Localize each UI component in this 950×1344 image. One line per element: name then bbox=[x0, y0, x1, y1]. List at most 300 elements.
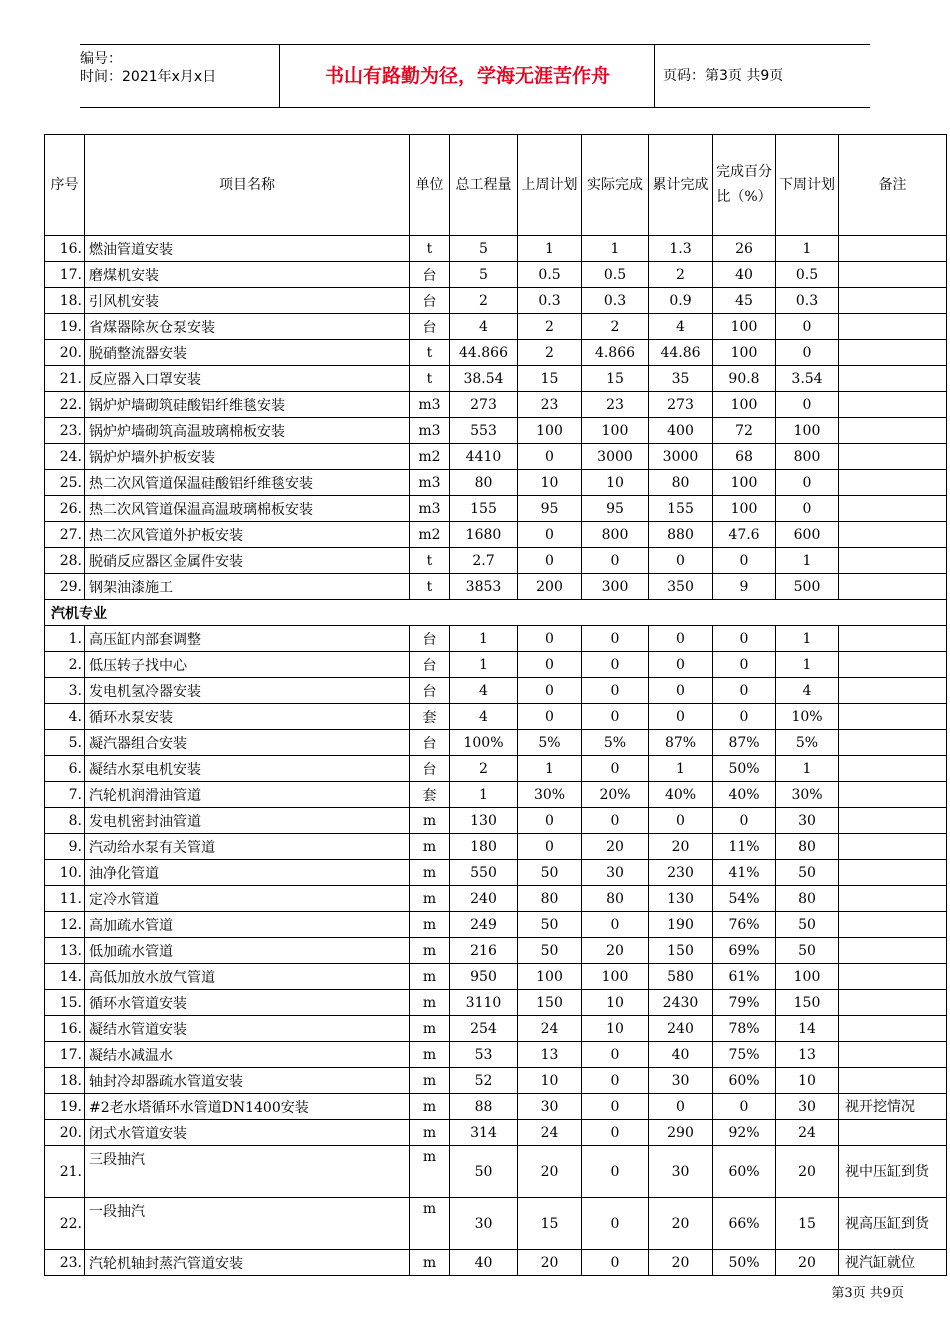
row-remarks bbox=[839, 730, 947, 756]
row-actual: 0 bbox=[582, 1094, 649, 1120]
table-body bbox=[45, 236, 947, 1276]
row-index: 24. bbox=[45, 444, 85, 470]
table-row bbox=[45, 548, 947, 574]
row-last-week-plan: 10 bbox=[518, 1068, 582, 1094]
row-remarks bbox=[839, 496, 947, 522]
row-last-week-plan: 0 bbox=[518, 444, 582, 470]
row-cumulative: 290 bbox=[649, 1120, 713, 1146]
row-remarks bbox=[839, 392, 947, 418]
row-next-week-plan: 0 bbox=[776, 392, 839, 418]
row-item-name: 锅炉炉墙砌筑硅酸铝纤维毯安装 bbox=[85, 392, 410, 418]
row-total: 550 bbox=[450, 860, 518, 886]
row-percent: 0 bbox=[713, 626, 776, 652]
row-last-week-plan: 15 bbox=[518, 366, 582, 392]
row-unit: 套 bbox=[410, 782, 450, 808]
header-motto: 书山有路勤为径，学海无涯苦作舟 bbox=[281, 45, 655, 107]
row-total: 2.7 bbox=[450, 548, 518, 574]
row-cumulative: 1.3 bbox=[649, 236, 713, 262]
row-item-name: 脱硝反应器区金属件安装 bbox=[85, 548, 410, 574]
row-actual: 5% bbox=[582, 730, 649, 756]
row-cumulative: 20 bbox=[649, 1250, 713, 1276]
table-row bbox=[45, 366, 947, 392]
row-percent: 100 bbox=[713, 496, 776, 522]
row-last-week-plan: 80 bbox=[518, 886, 582, 912]
row-total: 30 bbox=[450, 1198, 518, 1250]
row-remarks: 视开挖情况 bbox=[839, 1094, 947, 1120]
row-unit: t bbox=[410, 236, 450, 262]
row-cumulative: 30 bbox=[649, 1146, 713, 1198]
row-percent: 68 bbox=[713, 444, 776, 470]
row-unit: m3 bbox=[410, 496, 450, 522]
section-title: 汽机专业 bbox=[45, 600, 947, 626]
row-cumulative: 0.9 bbox=[649, 288, 713, 314]
col-header-percent: 完成百分比（%） bbox=[713, 135, 776, 236]
row-cumulative: 4 bbox=[649, 314, 713, 340]
row-remarks bbox=[839, 314, 947, 340]
row-actual: 15 bbox=[582, 366, 649, 392]
section-row bbox=[45, 600, 947, 626]
row-remarks: 视高压缸到货 bbox=[839, 1198, 947, 1250]
row-cumulative: 40 bbox=[649, 1042, 713, 1068]
row-cumulative: 0 bbox=[649, 652, 713, 678]
row-percent: 45 bbox=[713, 288, 776, 314]
table-row bbox=[45, 652, 947, 678]
table-row bbox=[45, 496, 947, 522]
document-number-label: 编号： bbox=[80, 51, 122, 67]
col-header-unit: 单位 bbox=[410, 135, 450, 236]
row-cumulative: 190 bbox=[649, 912, 713, 938]
row-total: 3110 bbox=[450, 990, 518, 1016]
row-unit: m bbox=[410, 1068, 450, 1094]
row-index: 19. bbox=[45, 314, 85, 340]
row-total: 4 bbox=[450, 704, 518, 730]
row-item-name: 一段抽汽 bbox=[85, 1198, 410, 1250]
row-remarks bbox=[839, 912, 947, 938]
row-remarks: 视汽缸就位 bbox=[839, 1250, 947, 1276]
row-remarks bbox=[839, 366, 947, 392]
row-cumulative: 3000 bbox=[649, 444, 713, 470]
row-actual: 0 bbox=[582, 912, 649, 938]
row-last-week-plan: 0 bbox=[518, 678, 582, 704]
row-percent: 100 bbox=[713, 470, 776, 496]
row-next-week-plan: 1 bbox=[776, 548, 839, 574]
row-index: 4. bbox=[45, 704, 85, 730]
row-item-name: 发电机密封油管道 bbox=[85, 808, 410, 834]
row-next-week-plan: 50 bbox=[776, 938, 839, 964]
row-actual: 10 bbox=[582, 470, 649, 496]
row-total: 130 bbox=[450, 808, 518, 834]
row-total: 314 bbox=[450, 1120, 518, 1146]
row-next-week-plan: 15 bbox=[776, 1198, 839, 1250]
table-row bbox=[45, 1094, 947, 1120]
row-remarks bbox=[839, 288, 947, 314]
page-header bbox=[80, 44, 870, 108]
row-unit: m bbox=[410, 1016, 450, 1042]
row-percent: 79% bbox=[713, 990, 776, 1016]
row-remarks: 视中压缸到货 bbox=[839, 1146, 947, 1198]
row-last-week-plan: 0 bbox=[518, 834, 582, 860]
table-row bbox=[45, 964, 947, 990]
row-index: 25. bbox=[45, 470, 85, 496]
row-unit: m bbox=[410, 1250, 450, 1276]
row-total: 1 bbox=[450, 652, 518, 678]
row-index: 15. bbox=[45, 990, 85, 1016]
row-item-name: 定冷水管道 bbox=[85, 886, 410, 912]
row-next-week-plan: 10 bbox=[776, 1068, 839, 1094]
row-item-name: 磨煤机安装 bbox=[85, 262, 410, 288]
row-last-week-plan: 24 bbox=[518, 1016, 582, 1042]
footer-page-number: 第3页 共9页 bbox=[831, 1286, 904, 1301]
row-item-name: 钢架油漆施工 bbox=[85, 574, 410, 600]
row-last-week-plan: 0 bbox=[518, 548, 582, 574]
row-total: 2 bbox=[450, 288, 518, 314]
col-header-actual: 实际完成 bbox=[582, 135, 649, 236]
row-index: 22. bbox=[45, 1198, 85, 1250]
row-index: 12. bbox=[45, 912, 85, 938]
row-next-week-plan: 5% bbox=[776, 730, 839, 756]
row-remarks bbox=[839, 1068, 947, 1094]
row-remarks bbox=[839, 1042, 947, 1068]
row-actual: 0 bbox=[582, 1250, 649, 1276]
row-unit: m2 bbox=[410, 444, 450, 470]
row-total: 52 bbox=[450, 1068, 518, 1094]
row-index: 21. bbox=[45, 366, 85, 392]
row-remarks bbox=[839, 886, 947, 912]
row-total: 553 bbox=[450, 418, 518, 444]
table-row bbox=[45, 1250, 947, 1276]
row-last-week-plan: 13 bbox=[518, 1042, 582, 1068]
row-percent: 0 bbox=[713, 652, 776, 678]
row-percent: 75% bbox=[713, 1042, 776, 1068]
row-percent: 0 bbox=[713, 808, 776, 834]
row-last-week-plan: 20 bbox=[518, 1146, 582, 1198]
table-row bbox=[45, 704, 947, 730]
row-last-week-plan: 15 bbox=[518, 1198, 582, 1250]
table-row bbox=[45, 314, 947, 340]
row-actual: 300 bbox=[582, 574, 649, 600]
row-cumulative: 230 bbox=[649, 860, 713, 886]
row-percent: 61% bbox=[713, 964, 776, 990]
row-actual: 100 bbox=[582, 964, 649, 990]
row-unit: t bbox=[410, 340, 450, 366]
row-cumulative: 155 bbox=[649, 496, 713, 522]
row-remarks bbox=[839, 652, 947, 678]
table-row bbox=[45, 1146, 947, 1198]
row-next-week-plan: 24 bbox=[776, 1120, 839, 1146]
row-last-week-plan: 200 bbox=[518, 574, 582, 600]
row-last-week-plan: 1 bbox=[518, 236, 582, 262]
row-next-week-plan: 20 bbox=[776, 1146, 839, 1198]
row-actual: 0 bbox=[582, 1042, 649, 1068]
row-total: 950 bbox=[450, 964, 518, 990]
col-header-last-week-plan: 上周计划 bbox=[518, 135, 582, 236]
row-total: 3853 bbox=[450, 574, 518, 600]
row-next-week-plan: 800 bbox=[776, 444, 839, 470]
table-row bbox=[45, 730, 947, 756]
row-last-week-plan: 23 bbox=[518, 392, 582, 418]
table-row bbox=[45, 912, 947, 938]
row-index: 6. bbox=[45, 756, 85, 782]
row-last-week-plan: 5% bbox=[518, 730, 582, 756]
row-percent: 76% bbox=[713, 912, 776, 938]
row-actual: 1 bbox=[582, 236, 649, 262]
row-actual: 95 bbox=[582, 496, 649, 522]
row-actual: 20% bbox=[582, 782, 649, 808]
table-row bbox=[45, 1198, 947, 1250]
row-total: 4410 bbox=[450, 444, 518, 470]
row-last-week-plan: 100 bbox=[518, 964, 582, 990]
row-next-week-plan: 0.3 bbox=[776, 288, 839, 314]
row-index: 14. bbox=[45, 964, 85, 990]
row-index: 3. bbox=[45, 678, 85, 704]
row-total: 88 bbox=[450, 1094, 518, 1120]
row-item-name: 汽轮机润滑油管道 bbox=[85, 782, 410, 808]
row-next-week-plan: 100 bbox=[776, 418, 839, 444]
row-last-week-plan: 24 bbox=[518, 1120, 582, 1146]
row-percent: 90.8 bbox=[713, 366, 776, 392]
row-item-name: 高加疏水管道 bbox=[85, 912, 410, 938]
row-index: 28. bbox=[45, 548, 85, 574]
row-item-name: 反应器入口罩安装 bbox=[85, 366, 410, 392]
row-remarks bbox=[839, 548, 947, 574]
row-remarks bbox=[839, 938, 947, 964]
row-percent: 78% bbox=[713, 1016, 776, 1042]
row-cumulative: 0 bbox=[649, 678, 713, 704]
table-row bbox=[45, 808, 947, 834]
row-last-week-plan: 50 bbox=[518, 860, 582, 886]
row-unit: m bbox=[410, 834, 450, 860]
row-index: 11. bbox=[45, 886, 85, 912]
row-total: 249 bbox=[450, 912, 518, 938]
row-percent: 0 bbox=[713, 704, 776, 730]
row-actual: 0 bbox=[582, 1068, 649, 1094]
row-item-name: 高低加放水放气管道 bbox=[85, 964, 410, 990]
row-remarks bbox=[839, 808, 947, 834]
row-next-week-plan: 30% bbox=[776, 782, 839, 808]
row-percent: 50% bbox=[713, 1250, 776, 1276]
row-item-name: 锅炉炉墙砌筑高温玻璃棉板安装 bbox=[85, 418, 410, 444]
row-percent: 60% bbox=[713, 1068, 776, 1094]
row-index: 16. bbox=[45, 236, 85, 262]
row-actual: 0 bbox=[582, 548, 649, 574]
row-unit: m bbox=[410, 912, 450, 938]
row-total: 5 bbox=[450, 262, 518, 288]
row-item-name: 脱硝整流器安装 bbox=[85, 340, 410, 366]
row-unit: m bbox=[410, 808, 450, 834]
row-index: 10. bbox=[45, 860, 85, 886]
row-percent: 69% bbox=[713, 938, 776, 964]
row-percent: 92% bbox=[713, 1120, 776, 1146]
row-item-name: 汽轮机轴封蒸汽管道安装 bbox=[85, 1250, 410, 1276]
row-last-week-plan: 0 bbox=[518, 652, 582, 678]
row-unit: 台 bbox=[410, 652, 450, 678]
row-remarks bbox=[839, 626, 947, 652]
row-cumulative: 20 bbox=[649, 1198, 713, 1250]
row-next-week-plan: 3.54 bbox=[776, 366, 839, 392]
row-cumulative: 0 bbox=[649, 548, 713, 574]
row-actual: 0 bbox=[582, 808, 649, 834]
row-last-week-plan: 20 bbox=[518, 1250, 582, 1276]
row-last-week-plan: 0.3 bbox=[518, 288, 582, 314]
row-next-week-plan: 14 bbox=[776, 1016, 839, 1042]
row-total: 216 bbox=[450, 938, 518, 964]
row-percent: 26 bbox=[713, 236, 776, 262]
row-total: 4 bbox=[450, 314, 518, 340]
row-item-name: 低压转子找中心 bbox=[85, 652, 410, 678]
row-index: 27. bbox=[45, 522, 85, 548]
table-row bbox=[45, 678, 947, 704]
row-percent: 100 bbox=[713, 340, 776, 366]
row-total: 44.866 bbox=[450, 340, 518, 366]
row-cumulative: 30 bbox=[649, 1068, 713, 1094]
row-cumulative: 2430 bbox=[649, 990, 713, 1016]
row-last-week-plan: 2 bbox=[518, 340, 582, 366]
row-total: 155 bbox=[450, 496, 518, 522]
row-item-name: 循环水管道安装 bbox=[85, 990, 410, 1016]
row-unit: t bbox=[410, 548, 450, 574]
row-actual: 3000 bbox=[582, 444, 649, 470]
row-remarks bbox=[839, 1120, 947, 1146]
table-row bbox=[45, 418, 947, 444]
table-row bbox=[45, 444, 947, 470]
row-percent: 66% bbox=[713, 1198, 776, 1250]
row-item-name: 引风机安装 bbox=[85, 288, 410, 314]
row-next-week-plan: 30 bbox=[776, 808, 839, 834]
row-index: 9. bbox=[45, 834, 85, 860]
col-header-cumulative: 累计完成 bbox=[649, 135, 713, 236]
row-percent: 87% bbox=[713, 730, 776, 756]
row-cumulative: 130 bbox=[649, 886, 713, 912]
row-index: 7. bbox=[45, 782, 85, 808]
table-row bbox=[45, 262, 947, 288]
row-remarks bbox=[839, 860, 947, 886]
row-next-week-plan: 4 bbox=[776, 678, 839, 704]
row-next-week-plan: 600 bbox=[776, 522, 839, 548]
row-cumulative: 240 bbox=[649, 1016, 713, 1042]
row-percent: 9 bbox=[713, 574, 776, 600]
table-row bbox=[45, 1120, 947, 1146]
row-cumulative: 580 bbox=[649, 964, 713, 990]
row-total: 80 bbox=[450, 470, 518, 496]
table-row bbox=[45, 1068, 947, 1094]
row-index: 29. bbox=[45, 574, 85, 600]
row-item-name: 低加疏水管道 bbox=[85, 938, 410, 964]
table-row bbox=[45, 756, 947, 782]
row-next-week-plan: 0 bbox=[776, 340, 839, 366]
row-percent: 40% bbox=[713, 782, 776, 808]
row-index: 13. bbox=[45, 938, 85, 964]
row-cumulative: 0 bbox=[649, 626, 713, 652]
header-page-number: 页码：第3页 共9页 bbox=[663, 68, 784, 84]
table-row bbox=[45, 990, 947, 1016]
document-date: 时间：2021年x月x日 bbox=[80, 69, 217, 85]
row-last-week-plan: 0 bbox=[518, 522, 582, 548]
row-index: 22. bbox=[45, 392, 85, 418]
row-item-name: 油净化管道 bbox=[85, 860, 410, 886]
row-item-name: 三段抽汽 bbox=[85, 1146, 410, 1198]
row-last-week-plan: 30 bbox=[518, 1094, 582, 1120]
row-last-week-plan: 1 bbox=[518, 756, 582, 782]
row-unit: t bbox=[410, 574, 450, 600]
row-cumulative: 400 bbox=[649, 418, 713, 444]
row-total: 1 bbox=[450, 626, 518, 652]
row-index: 1. bbox=[45, 626, 85, 652]
row-last-week-plan: 10 bbox=[518, 470, 582, 496]
row-last-week-plan: 50 bbox=[518, 938, 582, 964]
row-next-week-plan: 150 bbox=[776, 990, 839, 1016]
row-item-name: 凝结水减温水 bbox=[85, 1042, 410, 1068]
row-remarks bbox=[839, 470, 947, 496]
table-row bbox=[45, 340, 947, 366]
row-index: 8. bbox=[45, 808, 85, 834]
row-remarks bbox=[839, 574, 947, 600]
row-percent: 11% bbox=[713, 834, 776, 860]
row-actual: 800 bbox=[582, 522, 649, 548]
row-cumulative: 40% bbox=[649, 782, 713, 808]
row-total: 38.54 bbox=[450, 366, 518, 392]
row-actual: 2 bbox=[582, 314, 649, 340]
row-next-week-plan: 1 bbox=[776, 626, 839, 652]
row-cumulative: 35 bbox=[649, 366, 713, 392]
table-row bbox=[45, 886, 947, 912]
row-actual: 23 bbox=[582, 392, 649, 418]
row-cumulative: 2 bbox=[649, 262, 713, 288]
col-header-remarks: 备注 bbox=[839, 135, 947, 236]
row-cumulative: 0 bbox=[649, 704, 713, 730]
row-index: 21. bbox=[45, 1146, 85, 1198]
row-remarks bbox=[839, 236, 947, 262]
row-next-week-plan: 1 bbox=[776, 756, 839, 782]
row-total: 53 bbox=[450, 1042, 518, 1068]
row-cumulative: 150 bbox=[649, 938, 713, 964]
row-unit: m3 bbox=[410, 470, 450, 496]
row-item-name: 闭式水管道安装 bbox=[85, 1120, 410, 1146]
row-actual: 0 bbox=[582, 1198, 649, 1250]
row-last-week-plan: 0 bbox=[518, 704, 582, 730]
row-percent: 60% bbox=[713, 1146, 776, 1198]
row-percent: 0 bbox=[713, 678, 776, 704]
row-item-name: 热二次风管道保温高温玻璃棉板安装 bbox=[85, 496, 410, 522]
row-unit: 台 bbox=[410, 262, 450, 288]
row-actual: 0 bbox=[582, 678, 649, 704]
row-index: 26. bbox=[45, 496, 85, 522]
row-item-name: 发电机氢冷器安装 bbox=[85, 678, 410, 704]
row-actual: 0.5 bbox=[582, 262, 649, 288]
row-last-week-plan: 50 bbox=[518, 912, 582, 938]
row-last-week-plan: 0.5 bbox=[518, 262, 582, 288]
row-actual: 100 bbox=[582, 418, 649, 444]
table-row bbox=[45, 392, 947, 418]
row-cumulative: 80 bbox=[649, 470, 713, 496]
row-item-name: 汽动给水泵有关管道 bbox=[85, 834, 410, 860]
row-total: 40 bbox=[450, 1250, 518, 1276]
row-unit: m bbox=[410, 886, 450, 912]
row-index: 18. bbox=[45, 288, 85, 314]
row-index: 16. bbox=[45, 1016, 85, 1042]
row-next-week-plan: 0 bbox=[776, 470, 839, 496]
row-actual: 0 bbox=[582, 756, 649, 782]
row-actual: 4.866 bbox=[582, 340, 649, 366]
row-item-name: 燃油管道安装 bbox=[85, 236, 410, 262]
row-actual: 0 bbox=[582, 626, 649, 652]
row-cumulative: 0 bbox=[649, 808, 713, 834]
row-next-week-plan: 20 bbox=[776, 1250, 839, 1276]
row-unit: m bbox=[410, 1042, 450, 1068]
row-actual: 0 bbox=[582, 1146, 649, 1198]
row-next-week-plan: 0 bbox=[776, 496, 839, 522]
row-last-week-plan: 100 bbox=[518, 418, 582, 444]
row-remarks bbox=[839, 678, 947, 704]
